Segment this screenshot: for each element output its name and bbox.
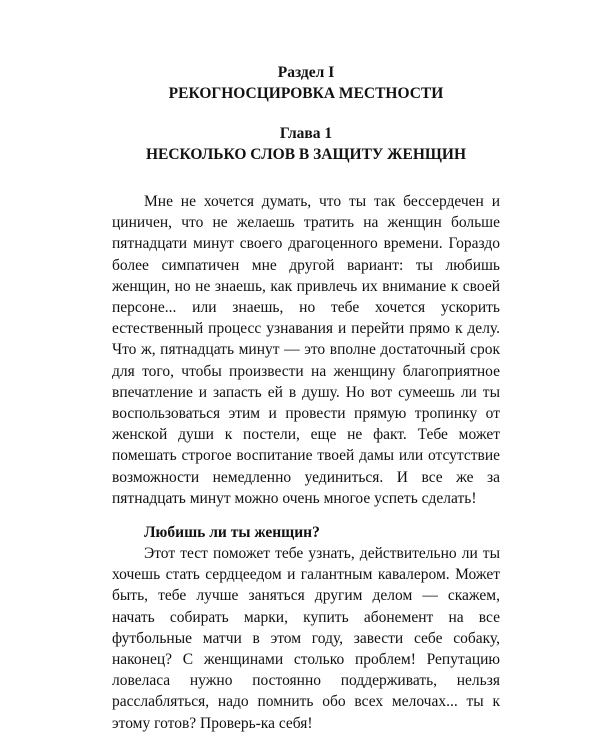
section-label: Раздел I bbox=[277, 64, 335, 81]
chapter-title: НЕСКОЛЬКО СЛОВ В ЗАЩИТУ ЖЕНЩИН bbox=[145, 146, 467, 163]
intro-paragraph: Мне не хочется думать, что ты так бессердечен и циничен, что не желаешь тратить на женщин больше пятнадцати минут своего драгоценного времени. Гораздо более симпатичен мне другой вариант: ты любишь женщин, но не знаешь, как привлечь их внимание к своей персоне... или знаешь, но тебе хочется ускорить естественный процесс узнавания и перейти прямо к делу. Что ж, пятнадцать минут — это вполне достаточный срок для того, чтобы произвести на женщину благоприятное впечатление и запасть ей в душу. Но вот сумеешь ли ты воспользоваться этим и провести прямую тропинку от женской души к постели, еще не факт. Тебе может помешать строгое воспитание твоей дамы или отсутствие возможности немедленно уединиться. И все же за пятнадцать минут можно очень многое успеть сделать! bbox=[112, 193, 500, 507]
section-title: РЕКОГНОСЦИРОВКА МЕСТНОСТИ bbox=[168, 85, 444, 102]
test-subheading: Любишь ли ты женщин? bbox=[144, 524, 320, 542]
chapter-label: Глава 1 bbox=[279, 125, 333, 142]
book-page bbox=[112, 56, 500, 734]
test-paragraph: Этот тест поможет тебе узнать, действительно ли ты хочешь стать сердцеедом и галантным кавалером. Может быть, тебе лучше заняться другим делом — скажем, начать собирать марки, купить абонемент на все футбольные матчи в этом году, завести себе собаку, наконец? С женщинами столько проблем! Репутацию ловеласа нужно постоянно поддерживать, нельзя расслабляться, надо помнить обо всех мелочах... ты к этому готов? Проверь-ка себя! bbox=[112, 545, 500, 732]
